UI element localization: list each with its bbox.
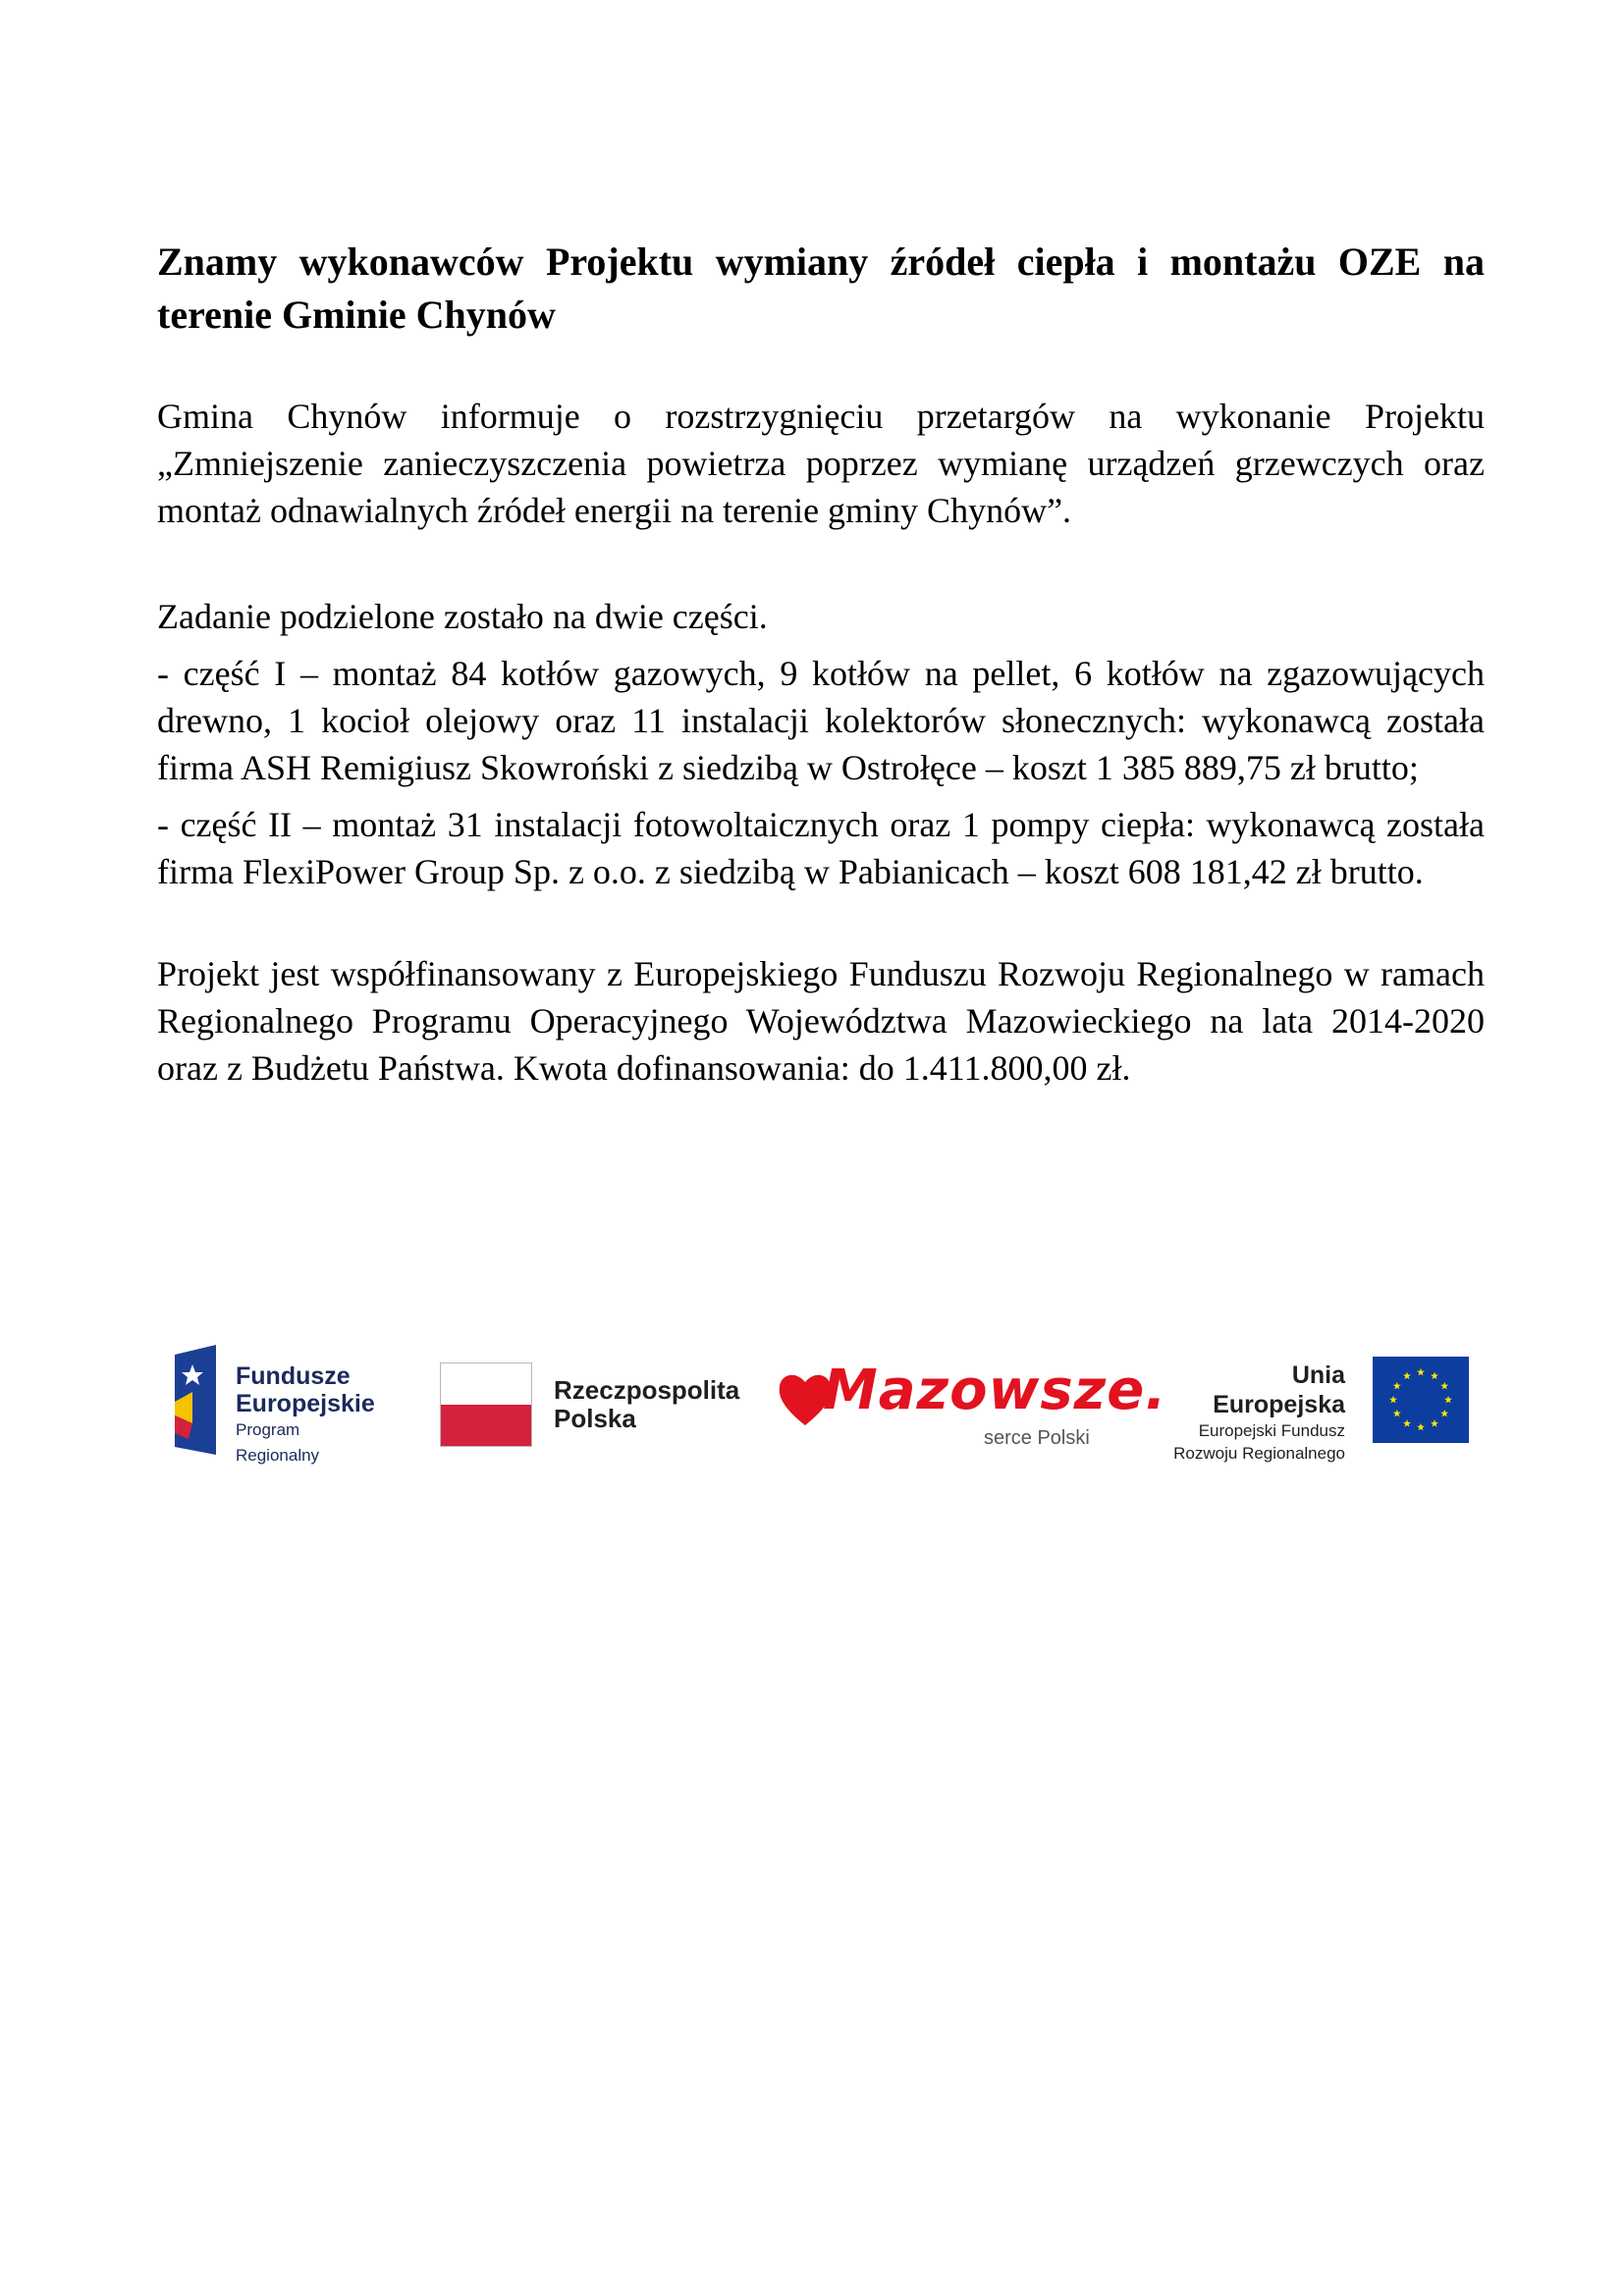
- rp-line-1: Rzeczpospolita: [554, 1375, 740, 1405]
- fundusze-europejskie-emblem-icon: [169, 1345, 224, 1455]
- mazowsze-wordmark: Mazowsze.: [823, 1359, 1167, 1422]
- part-1-paragraph: - część I – montaż 84 kotłów gazowych, 9 kotłów na pellet, 6 kotłów na zgazowujących drewno, 1 kocioł olejowy oraz 11 instalacji kolektorów słonecznych: wykonawcą została firma ASH Remigiusz Skowroński z siedzibą w Ostrołęce – koszt 1 385 889,75 zł brutto;: [157, 654, 1485, 787]
- fe-line-3: Program Regionalny: [236, 1420, 320, 1465]
- polish-flag-icon: [440, 1362, 532, 1447]
- eu-flag-icon: [1373, 1357, 1469, 1443]
- document-page: [157, 236, 1485, 1092]
- fe-line-1: Fundusze: [236, 1362, 351, 1390]
- rp-line-2: Polska: [554, 1404, 636, 1433]
- fe-line-2: Europejskie: [236, 1390, 375, 1417]
- task-heading: Zadanie podzielone zostało na dwie części.: [157, 597, 768, 636]
- funding-logos-bar: [169, 1343, 1467, 1465]
- eu-line-3: Rozwoju Regionalnego: [1173, 1444, 1345, 1463]
- funding-paragraph: Projekt jest współfinansowany z Europejskiego Funduszu Rozwoju Regionalnego w ramach Regionalnego Programu Operacyjnego Województwa Mazowieckiego na lata 2014-2020 oraz z Budżetu Państwa. Kwota dofinansowania: do 1.411.800,00 zł.: [157, 954, 1485, 1088]
- fundusze-europejskie-logo: [169, 1343, 385, 1465]
- page-title: Znamy wykonawców Projektu wymiany źródeł ciepła i montażu OZE na terenie Gminie Chynów: [157, 240, 1485, 337]
- eu-line-1: Unia Europejska: [1213, 1362, 1345, 1418]
- intro-paragraph: Gmina Chynów informuje o rozstrzygnięciu przetargów na wykonanie Projektu „Zmniejszenie zanieczyszczenia powietrza poprzez wymianę urządzeń grzewczych oraz montaż odnawialnych źródeł energii na terenie gminy Chynów”.: [157, 397, 1485, 530]
- mazowsze-logo: [776, 1359, 1167, 1459]
- unia-europejska-logo: [1172, 1357, 1467, 1463]
- rzeczpospolita-polska-logo: [440, 1362, 740, 1451]
- mazowsze-tagline: serce Polski: [984, 1427, 1090, 1449]
- eu-line-2: Europejski Fundusz: [1198, 1421, 1345, 1440]
- part-2-paragraph: - część II – montaż 31 instalacji fotowoltaicznych oraz 1 pompy ciepła: wykonawcą została firma FlexiPower Group Sp. z o.o. z siedzibą w Pabianicach – koszt 608 181,42 zł brutto.: [157, 805, 1485, 891]
